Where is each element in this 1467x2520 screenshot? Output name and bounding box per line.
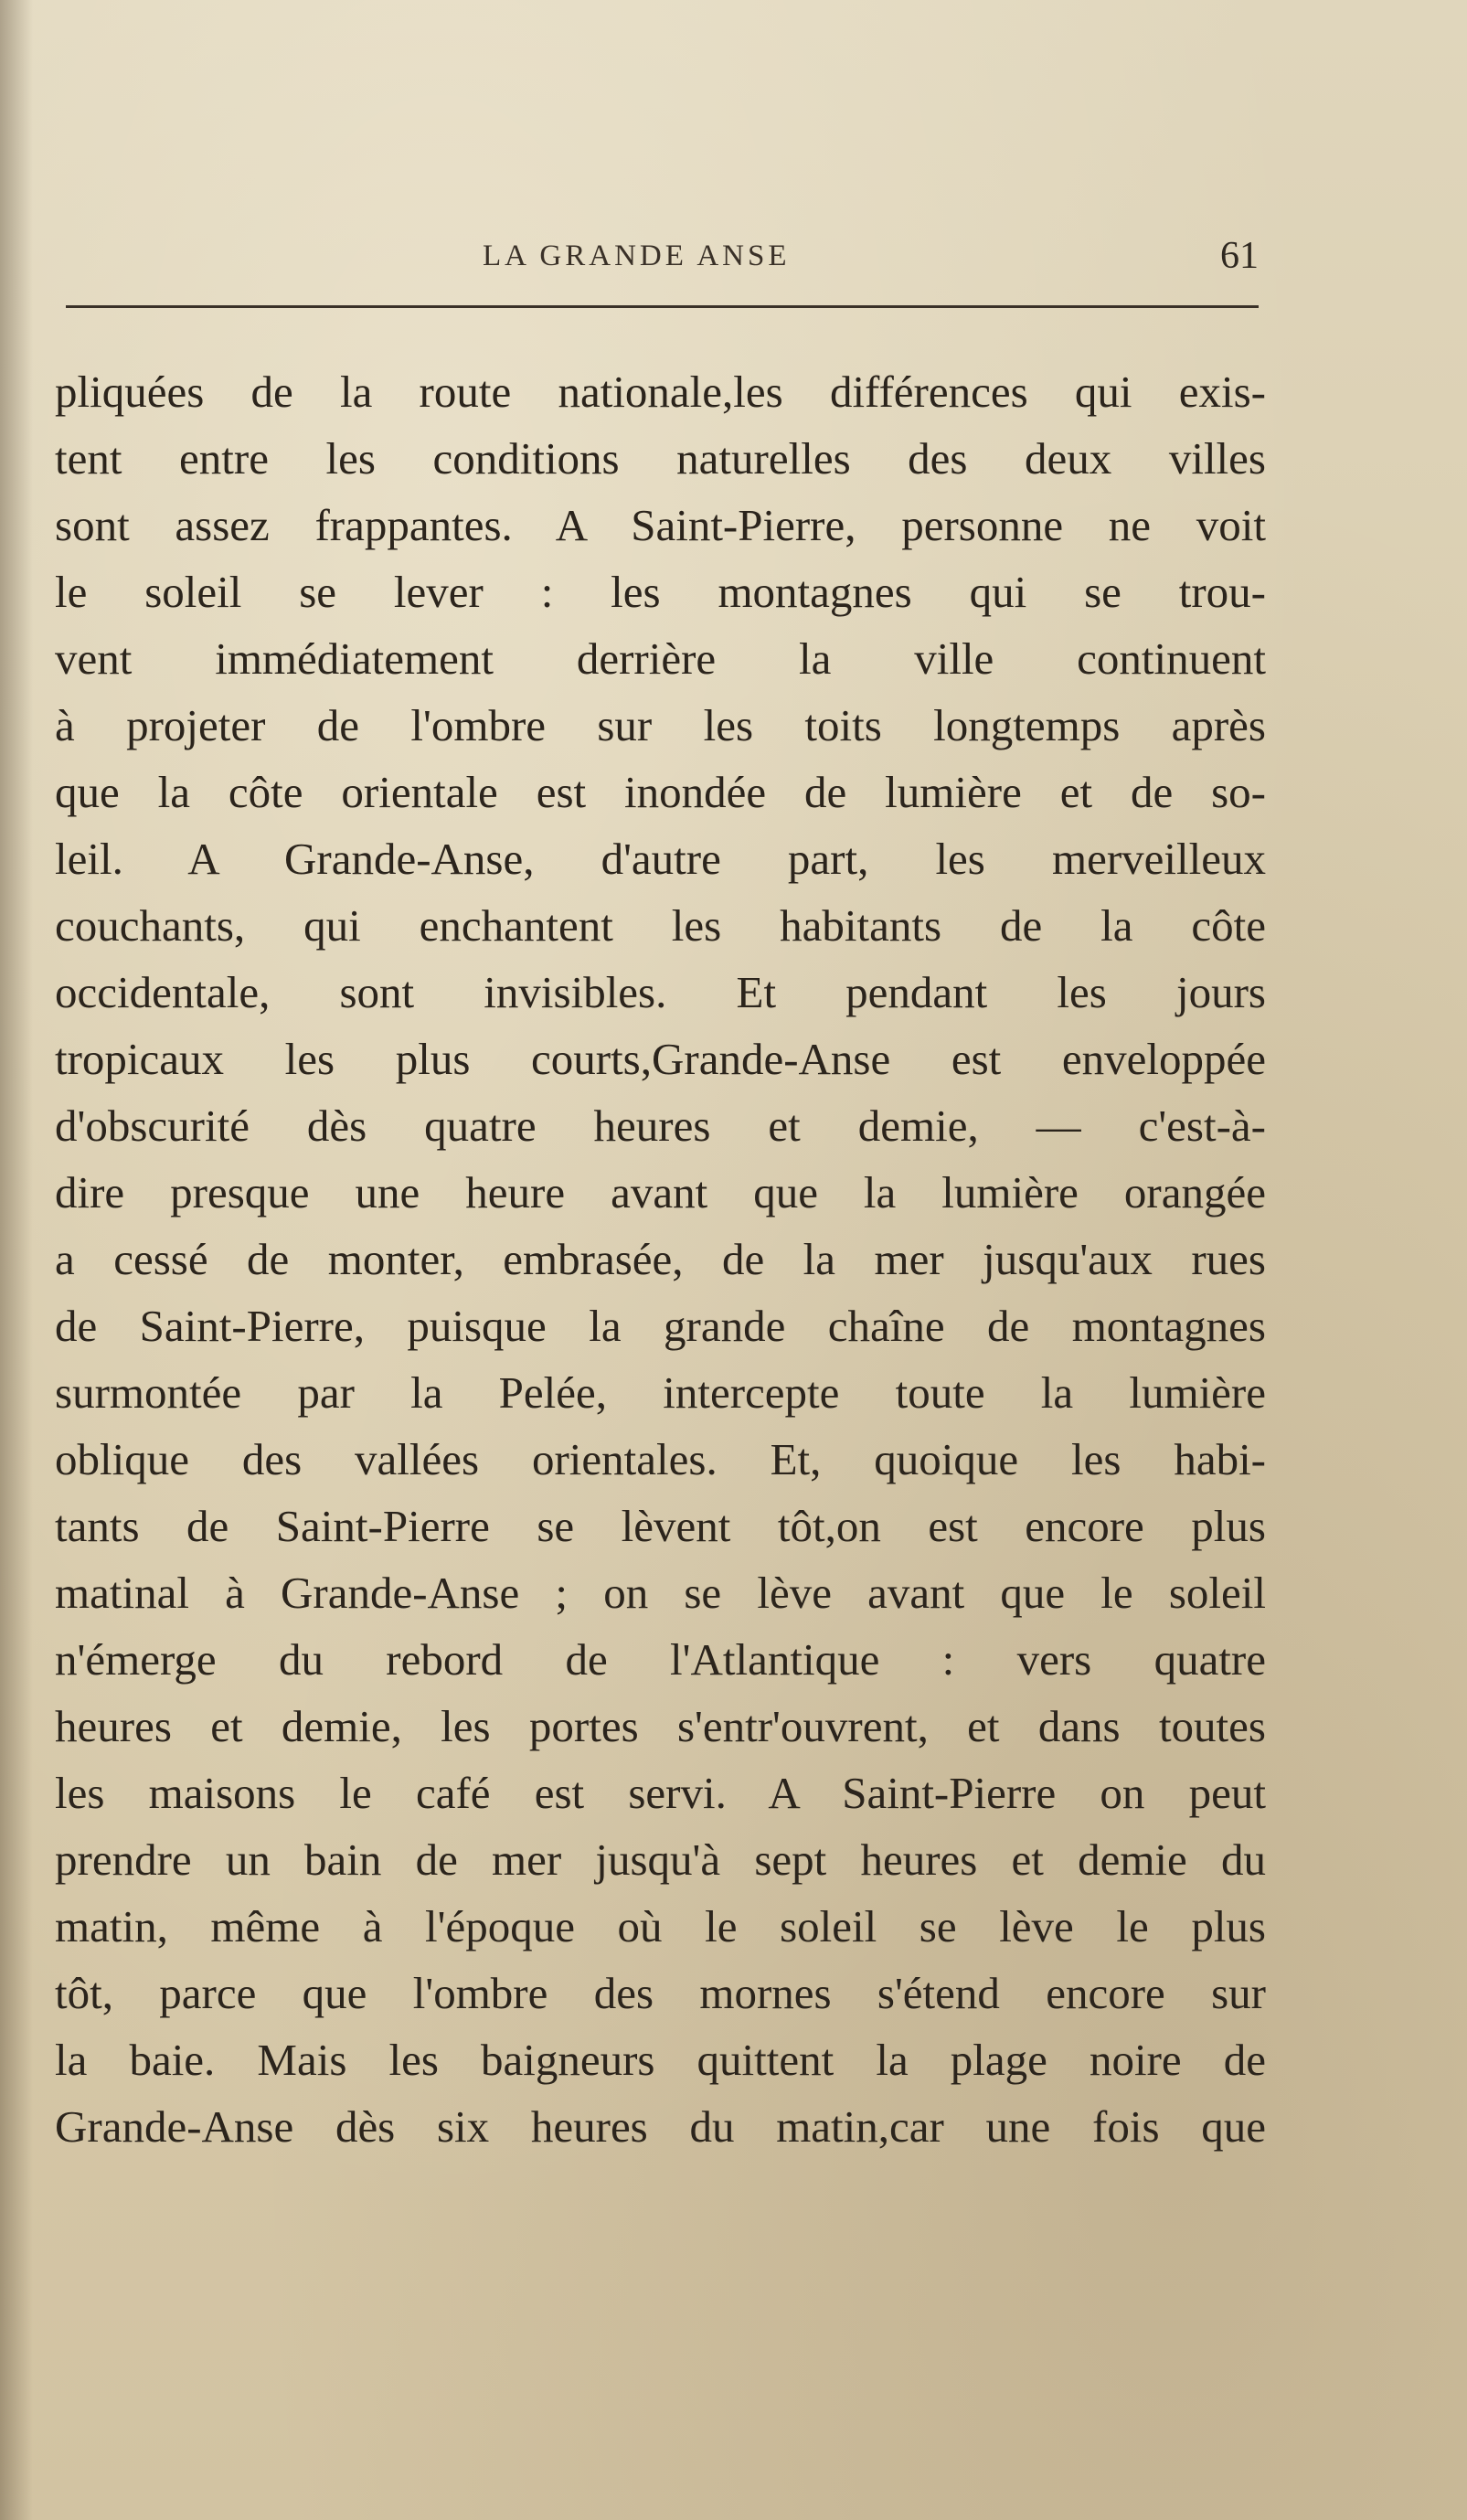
text-line: couchants, qui enchantent les habitants de la côte	[55, 900, 1266, 951]
text-line: tropicaux les plus courts,Grande-Anse est enveloppée	[55, 1034, 1266, 1084]
header-rule	[66, 305, 1259, 308]
text-line: d'obscurité dès quatre heures et demie, — c'est-à-	[55, 1101, 1266, 1151]
text-line: tants de Saint-Pierre se lèvent tôt,on est encore plus	[55, 1501, 1266, 1551]
text-line: tent entre les conditions naturelles des deux villes	[55, 433, 1266, 484]
text-line: n'émerge du rebord de l'Atlantique : vers quatre	[55, 1634, 1266, 1685]
text-line: la baie. Mais les baigneurs quittent la plage noire de	[55, 2035, 1266, 2085]
text-line: Grande-Anse dès six heures du matin,car une fois que	[55, 2101, 1266, 2152]
text-line: prendre un bain de mer jusqu'à sept heures et demie du	[55, 1834, 1266, 1885]
text-line: pliquées de la route nationale,les différences qui exis-	[55, 367, 1266, 417]
text-line: à projeter de l'ombre sur les toits longtemps après	[55, 700, 1266, 750]
text-line: heures et demie, les portes s'entr'ouvrent, et dans toutes	[55, 1701, 1266, 1751]
text-line: vent immédiatement derrière la ville continuent	[55, 633, 1266, 684]
text-line: occidentale, sont invisibles. Et pendant les jours	[55, 967, 1266, 1017]
text-line: le soleil se lever : les montagnes qui se trou-	[55, 567, 1266, 617]
body-text	[55, 358, 1266, 2160]
text-line: dire presque une heure avant que la lumière orangée	[55, 1167, 1266, 1217]
text-line: a cessé de monter, embrasée, de la mer jusqu'aux rues	[55, 1234, 1266, 1284]
text-line: sont assez frappantes. A Saint-Pierre, personne ne voit	[55, 500, 1266, 550]
text-line: tôt, parce que l'ombre des mornes s'étend encore sur	[55, 1968, 1266, 2018]
running-title: LA GRANDE ANSE	[483, 239, 791, 272]
page-header	[66, 235, 1259, 282]
text-line: les maisons le café est servi. A Saint-Pierre on peut	[55, 1768, 1266, 1818]
page-number: 61	[1220, 235, 1259, 277]
text-line: matinal à Grande-Anse ; on se lève avant que le soleil	[55, 1568, 1266, 1618]
text-line: oblique des vallées orientales. Et, quoique les habi-	[55, 1434, 1266, 1484]
text-line: de Saint-Pierre, puisque la grande chaîne de montagnes	[55, 1301, 1266, 1351]
text-line: matin, même à l'époque où le soleil se lève le plus	[55, 1901, 1266, 1951]
text-line: surmontée par la Pelée, intercepte toute la lumière	[55, 1367, 1266, 1418]
text-line: que la côte orientale est inondée de lumière et de so-	[55, 767, 1266, 817]
text-line: leil. A Grande-Anse, d'autre part, les merveilleux	[55, 834, 1266, 884]
